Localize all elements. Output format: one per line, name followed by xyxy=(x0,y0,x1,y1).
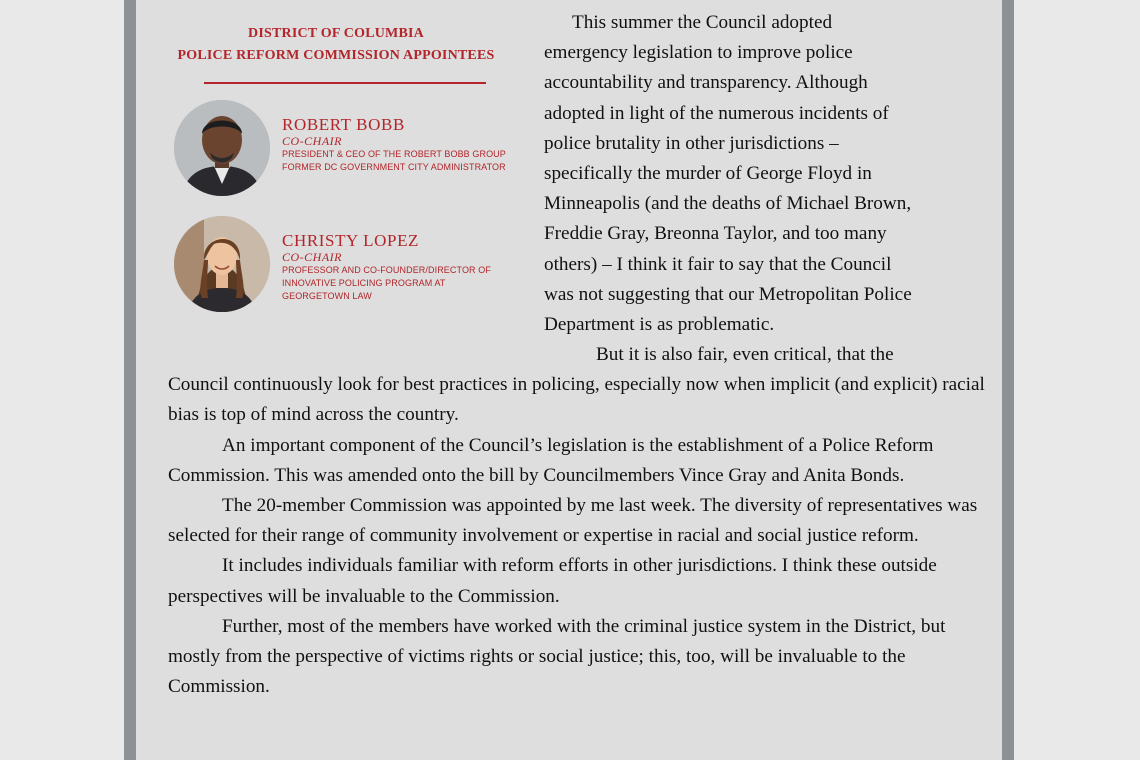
paragraph-first-line: But it is also fair, even critical, that the xyxy=(596,344,894,365)
appointee-desc-line2: INNOVATIVE POLICING PROGRAM AT xyxy=(282,278,446,288)
paragraph: An important component of the Council’s legislation is the establishment of a Police Reform Commission. This was amended onto the bill by Councilmembers Vince Gray and Anita Bonds. xyxy=(168,434,934,486)
appointee-name: CHRISTY LOPEZ xyxy=(282,231,420,250)
paragraph: Further, most of the members have worked with the criminal justice system in the District, but mostly from the perspective of victims rights or social justice; this, too, will be invaluable to the Commission. xyxy=(168,615,946,698)
paragraph-line: Minneapolis (and the deaths of Michael Brown, xyxy=(544,193,912,215)
appointee-role: CO-CHAIR xyxy=(282,250,342,264)
paragraph-line: accountability and transparency. Although xyxy=(544,72,868,94)
appointee-christy-lopez xyxy=(174,216,534,316)
paragraph-line: adopted in light of the numerous incidents of xyxy=(544,102,889,124)
paragraph: It includes individuals familiar with reform efforts in other jurisdictions. I think these outside perspectives will be invaluable to the Commission. xyxy=(168,555,937,607)
paragraph: Council continuously look for best practices in policing, especially now when implicit (and explicit) racial bias is top of mind across the country. xyxy=(168,374,985,426)
paragraph-line: This summer the Council adopted xyxy=(572,12,833,33)
appointee-role: CO-CHAIR xyxy=(282,134,342,148)
appointee-info xyxy=(282,232,522,303)
paragraph-line: others) – I think it fair to say that the Council xyxy=(544,253,892,275)
left-margin-strip xyxy=(124,0,136,760)
appointee-desc-line3: GEORGETOWN LAW xyxy=(282,291,372,301)
paragraph-line: specifically the murder of George Floyd in xyxy=(544,163,872,185)
article-body xyxy=(168,340,988,702)
paragraph-line: police brutality in other jurisdictions – xyxy=(544,132,839,154)
appointee-desc-line2: FORMER DC GOVERNMENT CITY ADMINISTRATOR xyxy=(282,162,506,172)
paragraph-line: Freddie Gray, Breonna Taylor, and too many xyxy=(544,223,887,245)
appointee-name: ROBERT BOBB xyxy=(282,115,405,134)
appointee-info xyxy=(282,116,522,174)
paragraph-line: was not suggesting that our Metropolitan Police xyxy=(544,283,912,305)
paragraph: The 20-member Commission was appointed by me last week. The diversity of representatives was selected for their range of community involvement or expertise in racial and social justice reform. xyxy=(168,495,978,547)
appointees-sidebar xyxy=(136,0,536,330)
document-page xyxy=(136,0,1002,760)
appointee-desc-line1: PRESIDENT & CEO OF THE ROBERT BOBB GROUP xyxy=(282,149,506,159)
appointee-desc-line1: PROFESSOR AND CO-FOUNDER/DIRECTOR OF xyxy=(282,265,491,275)
portrait-photo xyxy=(174,100,270,196)
appointee-robert-bobb xyxy=(174,100,534,200)
paragraph-line: Department is as problematic. xyxy=(544,314,775,336)
paragraph-line: emergency legislation to improve police xyxy=(544,42,853,64)
portrait-photo xyxy=(174,216,270,312)
opening-paragraph xyxy=(544,8,994,340)
heading-divider xyxy=(204,82,486,84)
right-margin-strip xyxy=(1002,0,1014,760)
sidebar-heading-line2: POLICE REFORM COMMISSION APPOINTEES xyxy=(177,48,495,63)
sidebar-heading-line1: DISTRICT OF COLUMBIA xyxy=(248,26,424,41)
